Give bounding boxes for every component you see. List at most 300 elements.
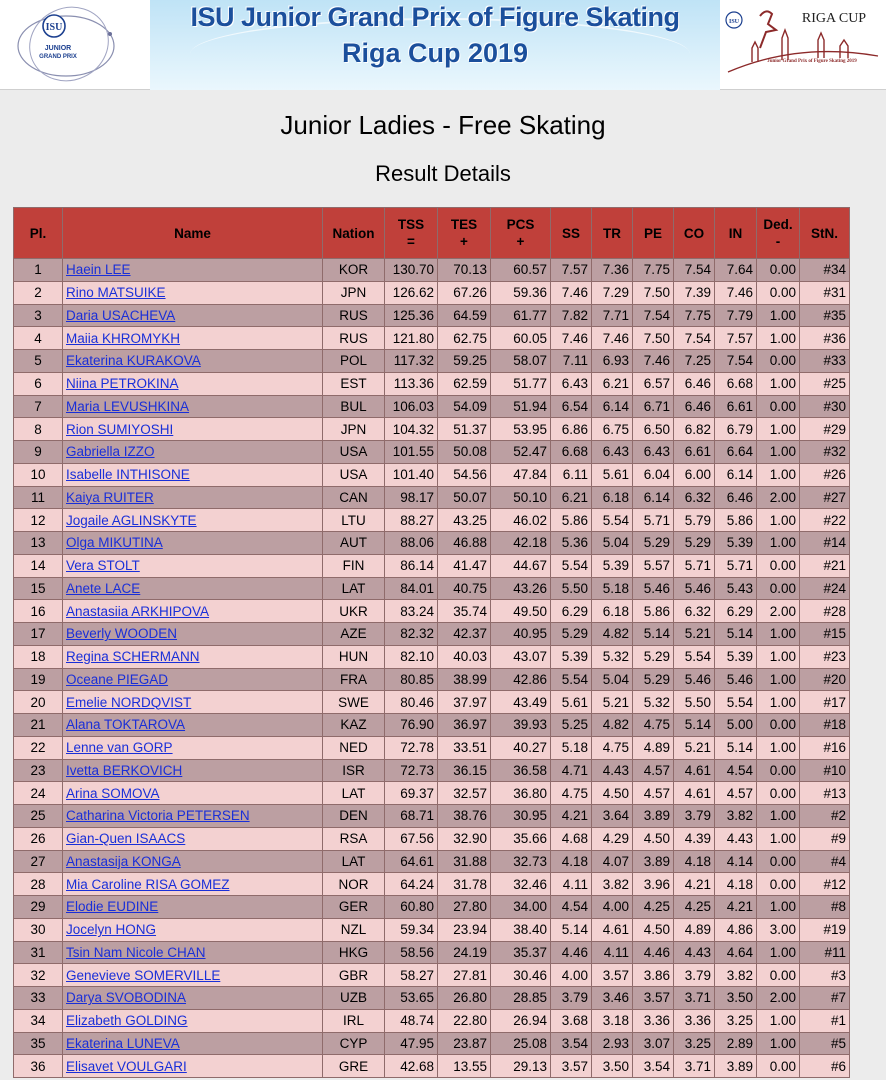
pcs-cell: 60.05 <box>491 327 551 350</box>
deductions-cell: 2.00 <box>757 987 800 1010</box>
co-cell: 3.71 <box>674 1055 715 1078</box>
ss-cell: 7.57 <box>551 259 592 282</box>
skater-name-link[interactable]: Anastasiia ARKHIPOVA <box>66 603 210 619</box>
skater-name-cell <box>63 691 323 714</box>
tes-cell: 36.97 <box>438 714 491 737</box>
start-number-cell: #11 <box>800 941 850 964</box>
tss-cell: 104.32 <box>385 418 438 441</box>
place-cell: 5 <box>14 350 63 373</box>
skater-name-link[interactable]: Haein LEE <box>66 262 131 278</box>
start-number-cell: #27 <box>800 486 850 509</box>
ss-cell: 4.54 <box>551 896 592 919</box>
tes-cell: 37.97 <box>438 691 491 714</box>
ss-cell: 5.25 <box>551 714 592 737</box>
tss-cell: 58.56 <box>385 941 438 964</box>
in-cell: 3.82 <box>715 805 757 828</box>
nation-cell: UZB <box>323 987 385 1010</box>
pcs-cell: 50.10 <box>491 486 551 509</box>
co-cell: 5.79 <box>674 509 715 532</box>
tr-cell: 6.21 <box>592 372 633 395</box>
tr-cell: 3.82 <box>592 873 633 896</box>
ss-cell: 5.86 <box>551 509 592 532</box>
deductions-cell: 1.00 <box>757 327 800 350</box>
skater-name-link[interactable]: Anete LACE <box>66 580 141 596</box>
start-number-cell: #30 <box>800 395 850 418</box>
nation-cell: ISR <box>323 759 385 782</box>
tr-cell: 4.07 <box>592 850 633 873</box>
table-row <box>14 577 850 600</box>
skater-name-link[interactable]: Oceane PIEGAD <box>66 671 169 687</box>
skater-name-cell <box>63 418 323 441</box>
pe-cell: 7.54 <box>633 304 674 327</box>
deductions-cell: 1.00 <box>757 645 800 668</box>
pe-cell: 6.71 <box>633 395 674 418</box>
ss-cell: 5.18 <box>551 736 592 759</box>
co-cell: 5.46 <box>674 577 715 600</box>
skater-name-link[interactable]: Anastasija KONGA <box>66 853 181 869</box>
pcs-cell: 49.50 <box>491 600 551 623</box>
col-header-co: CO <box>674 208 715 259</box>
pcs-cell: 32.73 <box>491 850 551 873</box>
skater-name-link[interactable]: Tsin Nam Nicole CHAN <box>66 944 206 960</box>
start-number-cell: #12 <box>800 873 850 896</box>
ss-cell: 4.75 <box>551 782 592 805</box>
tr-cell: 5.04 <box>592 532 633 555</box>
skater-name-link[interactable]: Jogaile AGLINSKYTE <box>66 512 197 528</box>
in-cell: 5.39 <box>715 645 757 668</box>
deductions-cell: 1.00 <box>757 304 800 327</box>
co-cell: 3.79 <box>674 805 715 828</box>
skater-name-cell <box>63 782 323 805</box>
place-cell: 18 <box>14 645 63 668</box>
skater-name-cell <box>63 827 323 850</box>
deductions-cell: 0.00 <box>757 395 800 418</box>
skater-name-link[interactable]: Elisavet VOULGARI <box>66 1058 187 1074</box>
start-number-cell: #14 <box>800 532 850 555</box>
pe-cell: 6.43 <box>633 441 674 464</box>
skater-name-link[interactable]: Rino MATSUIKE <box>66 285 166 301</box>
place-cell: 2 <box>14 281 63 304</box>
skater-name-link[interactable]: Ekaterina KURAKOVA <box>66 353 201 369</box>
svg-text:RIGA CUP: RIGA CUP <box>801 11 867 26</box>
ss-cell: 6.21 <box>551 486 592 509</box>
skater-name-cell <box>63 1009 323 1032</box>
place-cell: 22 <box>14 736 63 759</box>
in-cell: 7.54 <box>715 350 757 373</box>
start-number-cell: #19 <box>800 918 850 941</box>
col-header-name: Name <box>63 208 323 259</box>
pe-cell: 6.50 <box>633 418 674 441</box>
results-body <box>14 259 850 1078</box>
co-cell: 5.21 <box>674 623 715 646</box>
tss-cell: 106.03 <box>385 395 438 418</box>
tr-cell: 3.57 <box>592 964 633 987</box>
place-cell: 28 <box>14 873 63 896</box>
skater-name-cell <box>63 964 323 987</box>
in-cell: 7.64 <box>715 259 757 282</box>
skater-name-link[interactable]: Emelie NORDQVIST <box>66 694 192 710</box>
in-cell: 4.14 <box>715 850 757 873</box>
tr-cell: 6.18 <box>592 486 633 509</box>
pe-cell: 3.86 <box>633 964 674 987</box>
table-row <box>14 668 850 691</box>
tss-cell: 69.37 <box>385 782 438 805</box>
pcs-cell: 25.08 <box>491 1032 551 1055</box>
col-header-tes: TES + <box>438 208 491 259</box>
tr-cell: 6.75 <box>592 418 633 441</box>
pcs-cell: 36.80 <box>491 782 551 805</box>
place-cell: 3 <box>14 304 63 327</box>
co-cell: 3.71 <box>674 987 715 1010</box>
deductions-cell: 1.00 <box>757 691 800 714</box>
co-cell: 4.43 <box>674 941 715 964</box>
co-cell: 6.00 <box>674 463 715 486</box>
co-cell: 3.36 <box>674 1009 715 1032</box>
deductions-cell: 0.00 <box>757 759 800 782</box>
ss-cell: 5.54 <box>551 554 592 577</box>
tes-cell: 70.13 <box>438 259 491 282</box>
co-cell: 6.46 <box>674 395 715 418</box>
in-cell: 4.57 <box>715 782 757 805</box>
place-cell: 20 <box>14 691 63 714</box>
place-cell: 30 <box>14 918 63 941</box>
in-cell: 5.46 <box>715 668 757 691</box>
ss-cell: 4.00 <box>551 964 592 987</box>
start-number-cell: #2 <box>800 805 850 828</box>
ss-cell: 5.61 <box>551 691 592 714</box>
skater-name-link[interactable]: Jocelyn HONG <box>66 922 157 938</box>
skater-name-link[interactable]: Rion SUMIYOSHI <box>66 421 174 437</box>
tes-cell: 62.59 <box>438 372 491 395</box>
table-row <box>14 486 850 509</box>
co-cell: 6.61 <box>674 441 715 464</box>
pcs-cell: 43.26 <box>491 577 551 600</box>
place-cell: 15 <box>14 577 63 600</box>
in-cell: 5.14 <box>715 736 757 759</box>
start-number-cell: #13 <box>800 782 850 805</box>
tr-cell: 4.61 <box>592 918 633 941</box>
place-cell: 11 <box>14 486 63 509</box>
pcs-cell: 40.95 <box>491 623 551 646</box>
deductions-cell: 1.00 <box>757 509 800 532</box>
tr-cell: 4.50 <box>592 782 633 805</box>
place-cell: 13 <box>14 532 63 555</box>
pe-cell: 4.46 <box>633 941 674 964</box>
pcs-cell: 53.95 <box>491 418 551 441</box>
skater-name-link[interactable]: Genevieve SOMERVILLE <box>66 967 221 983</box>
pe-cell: 3.54 <box>633 1055 674 1078</box>
tss-cell: 59.34 <box>385 918 438 941</box>
tes-cell: 64.59 <box>438 304 491 327</box>
skater-name-link[interactable]: Gian-Quen ISAACS <box>66 831 186 847</box>
skater-name-link[interactable]: Catharina Victoria PETERSEN <box>66 808 250 824</box>
in-cell: 6.46 <box>715 486 757 509</box>
table-row <box>14 350 850 373</box>
col-header-start-number: StN. <box>800 208 850 259</box>
tes-cell: 33.51 <box>438 736 491 759</box>
table-row <box>14 691 850 714</box>
skater-name-link[interactable]: Niina PETROKINA <box>66 376 179 392</box>
ss-cell: 7.11 <box>551 350 592 373</box>
tr-cell: 4.00 <box>592 896 633 919</box>
pcs-cell: 39.93 <box>491 714 551 737</box>
place-cell: 10 <box>14 463 63 486</box>
tss-cell: 47.95 <box>385 1032 438 1055</box>
tes-cell: 67.26 <box>438 281 491 304</box>
table-row <box>14 941 850 964</box>
skater-name-cell <box>63 850 323 873</box>
co-cell: 5.54 <box>674 645 715 668</box>
ss-cell: 4.11 <box>551 873 592 896</box>
tr-cell: 3.46 <box>592 987 633 1010</box>
start-number-cell: #33 <box>800 350 850 373</box>
tes-cell: 31.88 <box>438 850 491 873</box>
deductions-cell: 1.00 <box>757 827 800 850</box>
tss-cell: 84.01 <box>385 577 438 600</box>
pe-cell: 7.75 <box>633 259 674 282</box>
tss-cell: 101.55 <box>385 441 438 464</box>
place-cell: 19 <box>14 668 63 691</box>
tes-cell: 31.78 <box>438 873 491 896</box>
svg-text:GRAND PRIX: GRAND PRIX <box>39 54 77 60</box>
pcs-cell: 36.58 <box>491 759 551 782</box>
tss-cell: 82.32 <box>385 623 438 646</box>
co-cell: 4.61 <box>674 782 715 805</box>
table-row <box>14 896 850 919</box>
skater-name-link[interactable]: Darya SVOBODINA <box>66 990 187 1006</box>
skater-name-link[interactable]: Lenne van GORP <box>66 740 173 756</box>
skater-name-cell <box>63 623 323 646</box>
co-cell: 5.50 <box>674 691 715 714</box>
pcs-cell: 35.66 <box>491 827 551 850</box>
col-header-in: IN <box>715 208 757 259</box>
tr-cell: 7.71 <box>592 304 633 327</box>
tr-cell: 6.14 <box>592 395 633 418</box>
skater-name-link[interactable]: Maria LEVUSHKINA <box>66 398 190 414</box>
pcs-cell: 42.18 <box>491 532 551 555</box>
pe-cell: 5.14 <box>633 623 674 646</box>
start-number-cell: #26 <box>800 463 850 486</box>
table-row <box>14 554 850 577</box>
table-row <box>14 304 850 327</box>
start-number-cell: #17 <box>800 691 850 714</box>
tr-cell: 4.43 <box>592 759 633 782</box>
nation-cell: DEN <box>323 805 385 828</box>
nation-cell: CYP <box>323 1032 385 1055</box>
table-row <box>14 463 850 486</box>
banner-subtitle: Riga Cup 2019 <box>341 38 529 68</box>
skater-name-link[interactable]: Mia Caroline RISA GOMEZ <box>66 876 230 892</box>
deductions-cell: 2.00 <box>757 486 800 509</box>
deductions-cell: 1.00 <box>757 896 800 919</box>
tes-cell: 46.88 <box>438 532 491 555</box>
co-cell: 4.18 <box>674 850 715 873</box>
co-cell: 5.71 <box>674 554 715 577</box>
start-number-cell: #7 <box>800 987 850 1010</box>
pcs-cell: 47.84 <box>491 463 551 486</box>
skater-name-cell <box>63 327 323 350</box>
pe-cell: 4.25 <box>633 896 674 919</box>
start-number-cell: #16 <box>800 736 850 759</box>
pe-cell: 5.29 <box>633 668 674 691</box>
ss-cell: 4.46 <box>551 941 592 964</box>
skater-name-link[interactable]: Gabriella IZZO <box>66 444 155 460</box>
skater-name-link[interactable]: Kaiya RUITER <box>66 489 154 505</box>
col-header-tss: TSS = <box>385 208 438 259</box>
start-number-cell: #1 <box>800 1009 850 1032</box>
place-cell: 17 <box>14 623 63 646</box>
pcs-cell: 29.13 <box>491 1055 551 1078</box>
skater-name-link[interactable]: Arina SOMOVA <box>66 785 160 801</box>
deductions-cell: 1.00 <box>757 1032 800 1055</box>
in-cell: 4.54 <box>715 759 757 782</box>
skater-name-link[interactable]: Ekaterina LUNEVA <box>66 1035 180 1051</box>
tes-cell: 40.03 <box>438 645 491 668</box>
tr-cell: 4.82 <box>592 714 633 737</box>
nation-cell: SWE <box>323 691 385 714</box>
deductions-cell: 1.00 <box>757 372 800 395</box>
skater-name-cell <box>63 372 323 395</box>
pcs-cell: 40.27 <box>491 736 551 759</box>
ss-cell: 4.68 <box>551 827 592 850</box>
col-header-pcs: PCS + <box>491 208 551 259</box>
isu-junior-grand-prix-logo <box>14 4 124 86</box>
pe-cell: 6.04 <box>633 463 674 486</box>
start-number-cell: #23 <box>800 645 850 668</box>
ss-cell: 3.79 <box>551 987 592 1010</box>
skater-name-link[interactable]: Daria USACHEVA <box>66 307 176 323</box>
tr-cell: 5.39 <box>592 554 633 577</box>
pcs-cell: 42.86 <box>491 668 551 691</box>
co-cell: 3.79 <box>674 964 715 987</box>
place-cell: 23 <box>14 759 63 782</box>
pe-cell: 7.46 <box>633 350 674 373</box>
pcs-cell: 61.77 <box>491 304 551 327</box>
in-cell: 3.25 <box>715 1009 757 1032</box>
tr-cell: 5.61 <box>592 463 633 486</box>
skater-name-link[interactable]: Beverly WOODEN <box>66 626 178 642</box>
co-cell: 5.14 <box>674 714 715 737</box>
tes-cell: 43.25 <box>438 509 491 532</box>
tss-cell: 42.68 <box>385 1055 438 1078</box>
tss-cell: 130.70 <box>385 259 438 282</box>
table-row <box>14 873 850 896</box>
tes-cell: 50.07 <box>438 486 491 509</box>
table-row <box>14 1032 850 1055</box>
start-number-cell: #9 <box>800 827 850 850</box>
pcs-cell: 30.46 <box>491 964 551 987</box>
skater-name-cell <box>63 668 323 691</box>
place-cell: 33 <box>14 987 63 1010</box>
tes-cell: 36.15 <box>438 759 491 782</box>
tss-cell: 117.32 <box>385 350 438 373</box>
skater-name-link[interactable]: Regina SCHERMANN <box>66 649 200 665</box>
table-row <box>14 532 850 555</box>
skater-name-cell <box>63 463 323 486</box>
pe-cell: 4.75 <box>633 714 674 737</box>
skater-name-link[interactable]: Maiia KHROMYKH <box>66 330 181 346</box>
skater-name-cell <box>63 873 323 896</box>
pcs-cell: 60.57 <box>491 259 551 282</box>
nation-cell: LTU <box>323 509 385 532</box>
skater-name-cell <box>63 1055 323 1078</box>
deductions-cell: 1.00 <box>757 441 800 464</box>
table-row <box>14 1009 850 1032</box>
place-cell: 29 <box>14 896 63 919</box>
tss-cell: 98.17 <box>385 486 438 509</box>
co-cell: 4.25 <box>674 896 715 919</box>
riga-cup-logo <box>722 2 882 88</box>
table-row <box>14 827 850 850</box>
pe-cell: 3.89 <box>633 805 674 828</box>
banner <box>0 0 886 90</box>
nation-cell: KAZ <box>323 714 385 737</box>
in-cell: 6.14 <box>715 463 757 486</box>
tr-cell: 5.32 <box>592 645 633 668</box>
place-cell: 27 <box>14 850 63 873</box>
deductions-cell: 0.00 <box>757 1055 800 1078</box>
pcs-cell: 52.47 <box>491 441 551 464</box>
in-cell: 7.57 <box>715 327 757 350</box>
co-cell: 4.39 <box>674 827 715 850</box>
tss-cell: 86.14 <box>385 554 438 577</box>
co-cell: 7.75 <box>674 304 715 327</box>
skater-name-link[interactable]: Elizabeth GOLDING <box>66 1013 188 1029</box>
skater-name-link[interactable]: Olga MIKUTINA <box>66 535 163 551</box>
co-cell: 6.46 <box>674 372 715 395</box>
nation-cell: KOR <box>323 259 385 282</box>
in-cell: 5.14 <box>715 623 757 646</box>
co-cell: 4.89 <box>674 918 715 941</box>
skater-name-cell <box>63 759 323 782</box>
in-cell: 3.50 <box>715 987 757 1010</box>
col-header-place: Pl. <box>14 208 63 259</box>
ss-cell: 7.46 <box>551 327 592 350</box>
place-cell: 34 <box>14 1009 63 1032</box>
skater-name-link[interactable]: Elodie EUDINE <box>66 899 159 915</box>
pcs-cell: 30.95 <box>491 805 551 828</box>
pe-cell: 3.96 <box>633 873 674 896</box>
in-cell: 5.43 <box>715 577 757 600</box>
pe-cell: 3.57 <box>633 987 674 1010</box>
deductions-cell: 1.00 <box>757 532 800 555</box>
in-cell: 4.18 <box>715 873 757 896</box>
nation-cell: HKG <box>323 941 385 964</box>
pe-cell: 4.50 <box>633 918 674 941</box>
skater-name-link[interactable]: Alana TOKTAROVA <box>66 717 186 733</box>
skater-name-link[interactable]: Vera STOLT <box>66 558 140 574</box>
ss-cell: 5.29 <box>551 623 592 646</box>
co-cell: 5.46 <box>674 668 715 691</box>
tss-cell: 64.24 <box>385 873 438 896</box>
tes-cell: 40.75 <box>438 577 491 600</box>
tr-cell: 2.93 <box>592 1032 633 1055</box>
tes-cell: 22.80 <box>438 1009 491 1032</box>
tr-cell: 5.21 <box>592 691 633 714</box>
skater-name-link[interactable]: Isabelle INTHISONE <box>66 467 190 483</box>
place-cell: 32 <box>14 964 63 987</box>
pcs-cell: 58.07 <box>491 350 551 373</box>
nation-cell: POL <box>323 350 385 373</box>
tss-cell: 58.27 <box>385 964 438 987</box>
tes-cell: 41.47 <box>438 554 491 577</box>
in-cell: 5.86 <box>715 509 757 532</box>
pcs-cell: 59.36 <box>491 281 551 304</box>
ss-cell: 5.50 <box>551 577 592 600</box>
skater-name-link[interactable]: Ivetta BERKOVICH <box>66 762 183 778</box>
tss-cell: 60.80 <box>385 896 438 919</box>
pcs-cell: 34.00 <box>491 896 551 919</box>
